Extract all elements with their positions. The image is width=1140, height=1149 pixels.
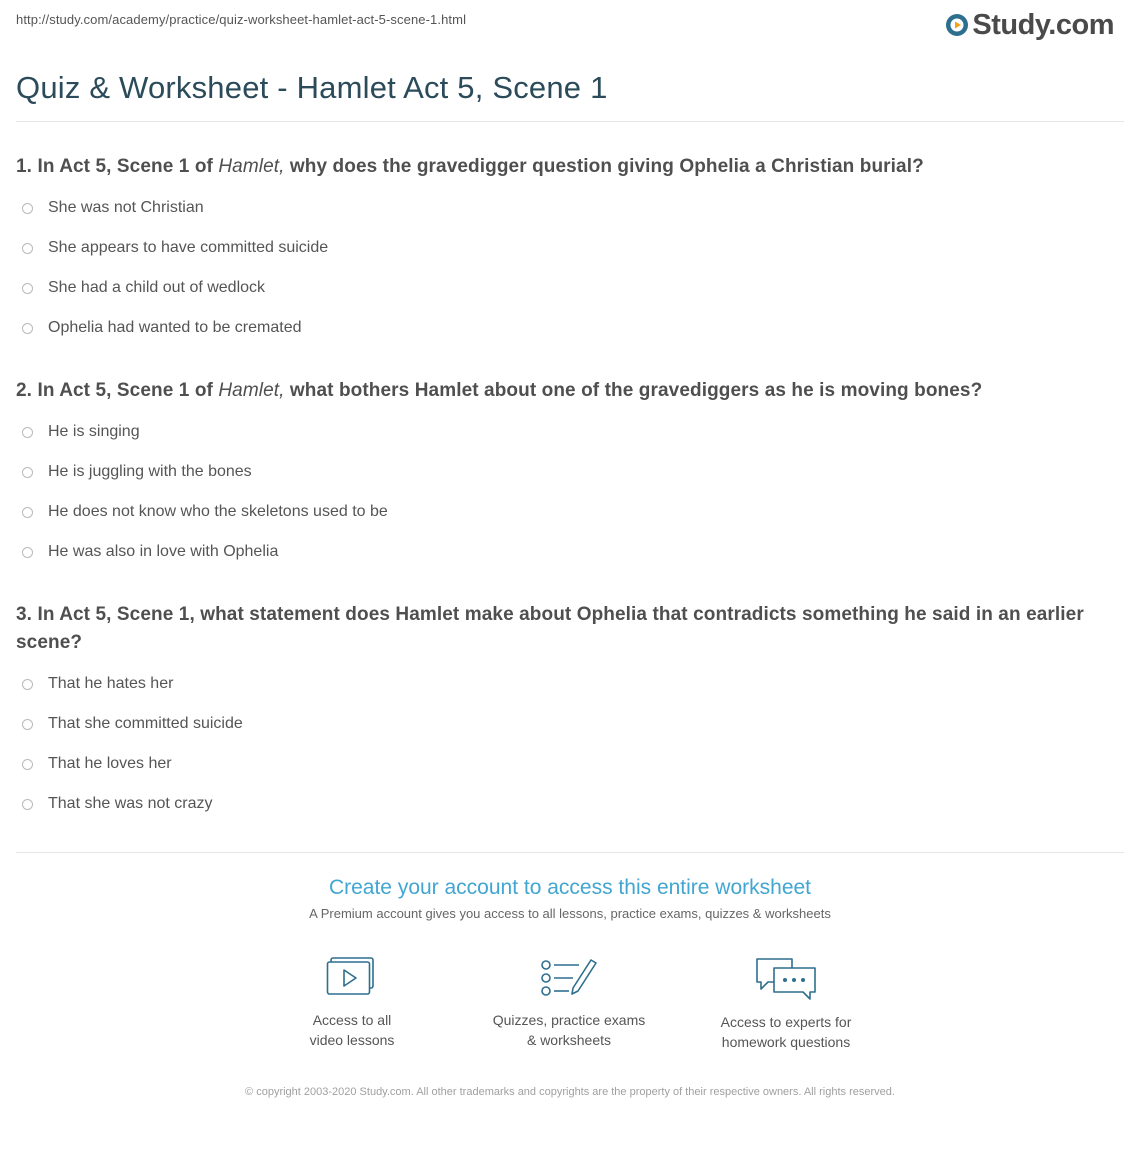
- question-text-rest: why does the gravedigger question giving Ophelia a Christian burial?: [289, 156, 924, 177]
- page-url: http://study.com/academy/practice/quiz-worksheet-hamlet-act-5-scene-1.html: [16, 12, 467, 27]
- cta-subtitle: A Premium account gives you access to all lessons, practice exams, quizzes & worksheets: [309, 906, 831, 921]
- section-divider: [16, 852, 1124, 853]
- feature-label-line: video lessons: [309, 1032, 395, 1048]
- answer-options-q3: [22, 664, 243, 824]
- option-label: She appears to have committed suicide: [48, 239, 329, 256]
- feature-quizzes: [469, 956, 669, 1050]
- question-1: [16, 153, 1116, 181]
- logo-text: Study.com: [972, 8, 1114, 41]
- radio-button[interactable]: [22, 719, 33, 730]
- feature-label-line: & worksheets: [526, 1032, 612, 1048]
- feature-experts: [686, 956, 886, 1052]
- radio-button[interactable]: [22, 427, 33, 438]
- answer-option[interactable]: [22, 784, 243, 824]
- title-divider: [16, 121, 1124, 122]
- question-work-title: Hamlet,: [218, 156, 285, 177]
- option-label: That he loves her: [48, 755, 172, 772]
- option-label: That she committed suicide: [48, 715, 243, 732]
- radio-button[interactable]: [22, 323, 33, 334]
- question-text-rest: what bothers Hamlet about one of the gravediggers as he is moving bones?: [289, 380, 983, 401]
- answer-option[interactable]: [22, 268, 328, 308]
- option-label: He does not know who the skeletons used to be: [48, 503, 388, 520]
- top-bar: [16, 8, 1120, 42]
- question-work-title: Hamlet,: [218, 380, 285, 401]
- video-lesson-icon: [326, 956, 378, 1000]
- option-label: She had a child out of wedlock: [48, 279, 266, 296]
- answer-option[interactable]: [22, 188, 328, 228]
- radio-button[interactable]: [22, 759, 33, 770]
- radio-button[interactable]: [22, 547, 33, 558]
- answer-option[interactable]: [22, 744, 243, 784]
- question-number: 1.: [16, 156, 33, 177]
- feature-label-line: Quizzes, practice exams: [492, 1012, 646, 1028]
- feature-label: [686, 1012, 886, 1052]
- radio-button[interactable]: [22, 283, 33, 294]
- answer-options-q1: [22, 188, 328, 348]
- option-label: He is juggling with the bones: [48, 463, 252, 480]
- question-number: 2.: [16, 380, 33, 401]
- option-label: He is singing: [48, 423, 140, 440]
- answer-options-q2: [22, 412, 388, 572]
- quiz-checklist-icon: [539, 956, 599, 1000]
- radio-button[interactable]: [22, 467, 33, 478]
- feature-video-lessons: [252, 956, 452, 1050]
- feature-label-line: Access to experts for: [720, 1014, 852, 1030]
- radio-button[interactable]: [22, 507, 33, 518]
- question-2: [16, 377, 1116, 405]
- feature-label-line: Access to all: [312, 1012, 392, 1028]
- question-text: In Act 5, Scene 1 of: [37, 156, 213, 177]
- answer-option[interactable]: [22, 532, 388, 572]
- answer-option[interactable]: [22, 228, 328, 268]
- answer-option[interactable]: [22, 308, 328, 348]
- option-label: He was also in love with Ophelia: [48, 543, 279, 560]
- answer-option[interactable]: [22, 452, 388, 492]
- option-label: That she was not crazy: [48, 795, 213, 812]
- feature-label: [252, 1010, 452, 1050]
- option-label: That he hates her: [48, 675, 174, 692]
- create-account-link[interactable]: Create your account to access this entire worksheet: [328, 876, 812, 899]
- answer-option[interactable]: [22, 412, 388, 452]
- question-text: In Act 5, Scene 1, what statement does Hamlet make about Ophelia that contradicts something he said in an earlier scene?: [16, 604, 1084, 653]
- study-logo[interactable]: [945, 8, 1114, 42]
- radio-button[interactable]: [22, 679, 33, 690]
- question-3: [16, 601, 1116, 657]
- radio-button[interactable]: [22, 243, 33, 254]
- study-logo-icon: [945, 13, 969, 37]
- question-text: In Act 5, Scene 1 of: [37, 380, 213, 401]
- page-title: Quiz & Worksheet - Hamlet Act 5, Scene 1: [16, 70, 608, 105]
- answer-option[interactable]: [22, 492, 388, 532]
- radio-button[interactable]: [22, 203, 33, 214]
- option-label: Ophelia had wanted to be cremated: [48, 319, 302, 336]
- answer-option[interactable]: [22, 664, 243, 704]
- feature-label-line: homework questions: [721, 1034, 851, 1050]
- expert-chat-icon: [754, 956, 818, 1002]
- copyright-notice: © copyright 2003-2020 Study.com. All other trademarks and copyrights are the property of their respective owners. All rights reserved.: [245, 1086, 895, 1098]
- question-number: 3.: [16, 604, 33, 625]
- answer-option[interactable]: [22, 704, 243, 744]
- premium-cta: [0, 874, 1140, 921]
- radio-button[interactable]: [22, 799, 33, 810]
- feature-label: [469, 1010, 669, 1050]
- option-label: She was not Christian: [48, 199, 204, 216]
